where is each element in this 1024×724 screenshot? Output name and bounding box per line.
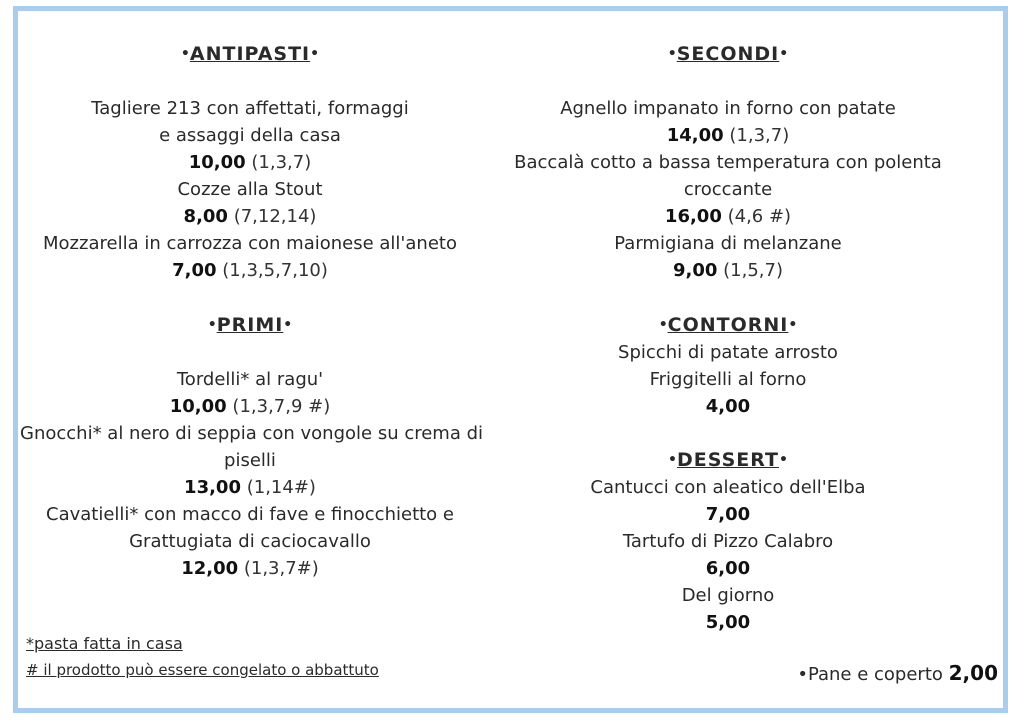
footnote-pasta: *pasta fatta in casa bbox=[26, 634, 183, 653]
bullet-icon: • bbox=[283, 317, 293, 333]
price-amount: 10,00 bbox=[188, 152, 246, 173]
price-line bbox=[20, 149, 480, 176]
dish-line: Spicchi di patate arrosto bbox=[618, 342, 838, 363]
price-amount: 12,00 bbox=[181, 558, 239, 579]
price-line bbox=[20, 474, 480, 501]
section-heading bbox=[20, 40, 480, 68]
price-line bbox=[20, 555, 480, 582]
bullet-icon: • bbox=[667, 46, 677, 62]
dish-line: Tordelli* al ragu' bbox=[176, 369, 324, 390]
price-amount: 5,00 bbox=[705, 612, 751, 633]
dish-line: croccante bbox=[683, 179, 773, 200]
price-amount: 4,00 bbox=[705, 396, 751, 417]
cover-charge-amount: 2,00 bbox=[948, 661, 998, 685]
price-line bbox=[20, 203, 480, 230]
dish-line: Del giorno bbox=[681, 585, 775, 606]
section-contorni bbox=[498, 311, 958, 420]
dish-line: Cozze alla Stout bbox=[177, 179, 323, 200]
price-amount: 7,00 bbox=[172, 260, 217, 281]
section-title: ANTIPASTI bbox=[189, 43, 311, 65]
section-title: CONTORNI bbox=[667, 314, 789, 336]
price-line bbox=[498, 257, 958, 284]
price-line bbox=[498, 203, 958, 230]
bullet-icon: • bbox=[797, 664, 808, 685]
dish-line: Tartufo di Pizzo Calabro bbox=[622, 531, 834, 552]
price-line bbox=[498, 555, 958, 582]
allergens: (1,5,7) bbox=[723, 260, 783, 281]
price-line bbox=[20, 393, 480, 420]
section-primi bbox=[20, 311, 484, 582]
bullet-icon: • bbox=[207, 317, 217, 333]
dish-line: Friggitelli al forno bbox=[649, 369, 807, 390]
section-heading bbox=[498, 446, 958, 474]
section-antipasti bbox=[20, 40, 480, 284]
price-amount: 16,00 bbox=[664, 206, 722, 227]
section-title: SECONDI bbox=[676, 43, 780, 65]
dish-line: Cavatielli* con macco di fave e finocchietto e bbox=[46, 504, 454, 525]
bullet-icon: • bbox=[310, 46, 320, 62]
price-amount: 8,00 bbox=[183, 206, 228, 227]
allergens: (1,3,5,7,10) bbox=[222, 260, 328, 281]
dish-line: Parmigiana di melanzane bbox=[614, 233, 842, 254]
dish-line: Tagliere 213 con affettati, formaggi bbox=[91, 98, 409, 119]
cover-charge-label: Pane e coperto bbox=[807, 664, 943, 685]
allergens: (1,3,7#) bbox=[243, 558, 319, 579]
bullet-icon: • bbox=[180, 46, 190, 62]
section-dessert bbox=[498, 446, 958, 636]
bullet-icon: • bbox=[778, 452, 788, 468]
bullet-icon: • bbox=[668, 452, 677, 468]
allergens: (7,12,14) bbox=[233, 206, 317, 227]
dish-line: piselli bbox=[224, 450, 276, 471]
bullet-icon: • bbox=[658, 317, 668, 333]
dish-line: Mozzarella in carrozza con maionese all'aneto bbox=[43, 233, 457, 254]
bullet-icon: • bbox=[788, 317, 798, 333]
section-secondi bbox=[498, 40, 958, 284]
allergens: (1,3,7) bbox=[251, 152, 312, 173]
price-amount: 14,00 bbox=[666, 125, 724, 146]
allergens: (1,14#) bbox=[246, 477, 316, 498]
price-line bbox=[20, 257, 480, 284]
price-amount: 9,00 bbox=[672, 260, 718, 281]
section-title: DESSERT bbox=[677, 449, 779, 471]
price-amount: 10,00 bbox=[169, 396, 227, 417]
price-amount: 7,00 bbox=[705, 504, 751, 525]
section-title: PRIMI bbox=[216, 314, 284, 336]
price-line bbox=[498, 122, 958, 149]
allergens: (1,3,7,9 #) bbox=[232, 396, 331, 417]
footnote-frozen: # il prodotto può essere congelato o abbattuto bbox=[26, 661, 379, 679]
bullet-icon: • bbox=[779, 46, 789, 62]
section-heading bbox=[20, 311, 480, 339]
section-heading bbox=[498, 40, 958, 68]
price-amount: 13,00 bbox=[184, 477, 241, 498]
price-line bbox=[498, 501, 958, 528]
price-line bbox=[498, 609, 958, 636]
dish-line: Cantucci con aleatico dell'Elba bbox=[590, 477, 866, 498]
dish-line: Gnocchi* al nero di seppia con vongole su crema di bbox=[20, 423, 484, 444]
cover-charge bbox=[797, 661, 998, 685]
allergens: (1,3,7) bbox=[729, 125, 790, 146]
price-line bbox=[498, 393, 958, 420]
allergens: (4,6 #) bbox=[727, 206, 792, 227]
dish-line: Baccalà cotto a bassa temperatura con polenta bbox=[514, 152, 942, 173]
price-amount: 6,00 bbox=[705, 558, 751, 579]
section-heading bbox=[498, 311, 958, 339]
dish-line: e assaggi della casa bbox=[159, 125, 341, 146]
dish-line: Grattugiata di caciocavallo bbox=[129, 531, 371, 552]
dish-line: Agnello impanato in forno con patate bbox=[560, 98, 896, 119]
